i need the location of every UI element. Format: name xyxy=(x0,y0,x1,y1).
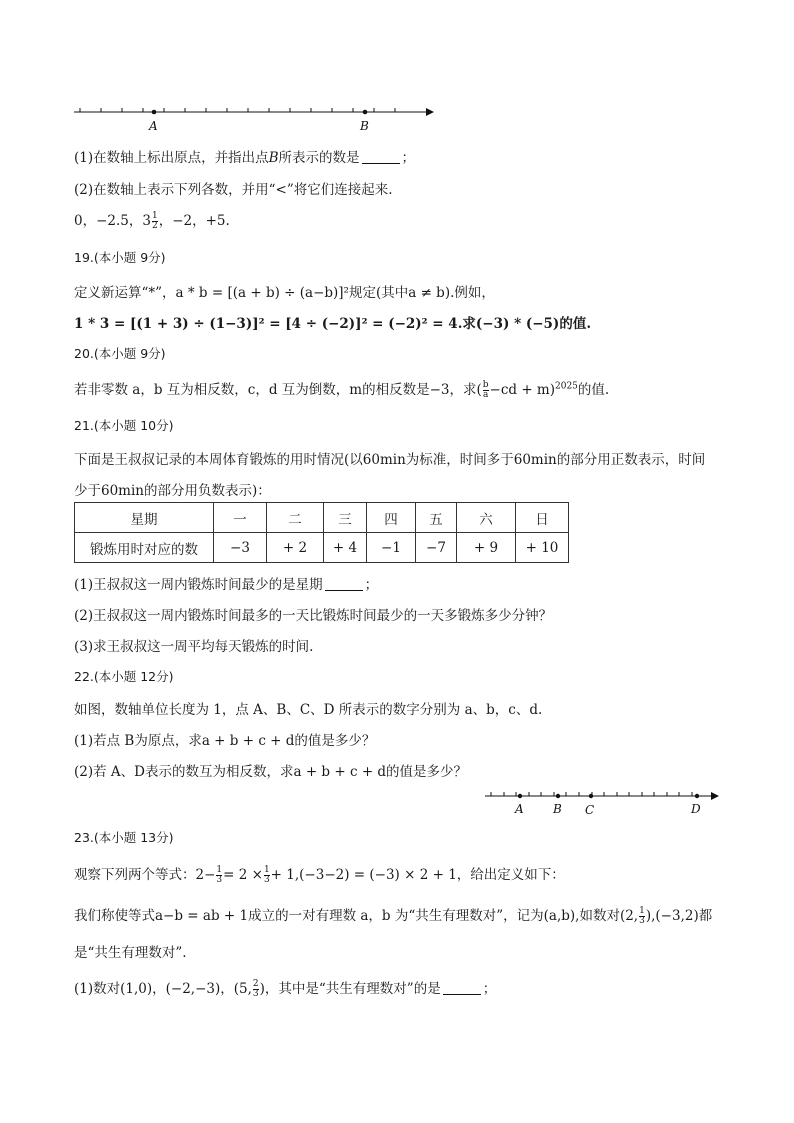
table-cell: 四 xyxy=(367,503,416,533)
q22-line1: 如图，数轴单位长度为 1，点 A、B、C、D 所表示的数字分别为 a、b，c、d. xyxy=(74,702,543,718)
q22-part2: (2)若 A、D表示的数互为相反数，求a + b + c + d的值是多少？ xyxy=(74,764,468,780)
point-d-label: D xyxy=(691,802,701,816)
number-line-1 xyxy=(70,100,440,136)
table-header-row xyxy=(75,503,569,533)
q23-line3: 是“共生有理数对”. xyxy=(74,945,187,961)
table-cell: 二 xyxy=(267,503,324,533)
answer-blank xyxy=(443,994,481,995)
table-cell: 日 xyxy=(516,503,569,533)
table-cell: + 10 xyxy=(516,533,569,563)
table-cell: −1 xyxy=(367,533,416,563)
answer-blank xyxy=(325,590,363,591)
q21-part1: (1)王叔叔这一周内锻炼时间最少的是星期 ； xyxy=(74,577,379,593)
point-a-label: A xyxy=(149,119,158,133)
q23-heading: 23.(本小题 13分) xyxy=(74,830,174,845)
q21-line1: 下面是王叔叔记录的本周体育锻炼的用时情况(以60min为标准，时间多于60min的部分用正数表示，时间 xyxy=(74,452,706,468)
answer-blank xyxy=(362,163,400,164)
q19-line2: 1 * 3 = [(1 + 3) ÷ (1−3)]² = [4 ÷ (−2)]² = (−2)² = 4.求(−3) * (−5)的值. xyxy=(74,316,592,332)
table-cell: −3 xyxy=(214,533,267,563)
q20-line: 若非零数 a，b 互为相反数，c，d 互为倒数，m的相反数是−3，求( $\frac{b}{a}$ −cd + m)$^{2025}$的值. xyxy=(74,380,610,400)
q23-line2: 我们称使等式a−b = ab + 1成立的一对有理数 a，b 为“共生有理数对”，记为(a,b),如数对(2, $\frac{1}{3}$ ),(−3,2)都 xyxy=(74,906,713,926)
q19-line1: 定义新运算“*”，a * b = [(a + b) ÷ (a−b)]²规定(其中a ≠ b).例如， xyxy=(74,285,495,301)
q21-heading: 21.(本小题 10分) xyxy=(74,418,174,433)
point-b-label: B xyxy=(360,119,369,133)
q18-part2: (2)在数轴上表示下列各数，并用“<”将它们连接起来. xyxy=(74,182,393,198)
q19-heading: 19.(本小题 9分) xyxy=(74,250,166,265)
table-cell: + 2 xyxy=(267,533,324,563)
point-a-label: A xyxy=(515,802,524,816)
point-c-dot xyxy=(589,794,593,798)
table-cell: 锻炼用时对应的数 xyxy=(75,533,214,563)
q21-line2: 少于60min的部分用负数表示)： xyxy=(74,483,271,499)
point-b-label: B xyxy=(553,802,562,816)
q22-part1: (1)若点 B为原点，求a + b + c + d的值是多少？ xyxy=(74,733,376,749)
table-cell: −7 xyxy=(416,533,457,563)
q18-numbers: 0，−2.5，3 $\frac{1}{2}$ ，−2，+5. xyxy=(74,211,230,231)
point-a-dot xyxy=(152,110,157,115)
point-b-dot xyxy=(363,110,368,115)
table-cell: 五 xyxy=(416,503,457,533)
table-cell: 三 xyxy=(324,503,367,533)
point-d-dot xyxy=(695,794,699,798)
table-cell: 星期 xyxy=(75,503,214,533)
point-c-label: C xyxy=(585,803,595,817)
q21-part3: (3)求王叔叔这一周平均每天锻炼的时间. xyxy=(74,639,314,655)
table-cell: 一 xyxy=(214,503,267,533)
point-b-dot xyxy=(556,794,560,798)
q21-part2: (2)王叔叔这一周内锻炼时间最多的一天比锻炼时间最少的一天多锻炼多少分钟？ xyxy=(74,608,553,624)
table-cell: + 4 xyxy=(324,533,367,563)
table-cell: 六 xyxy=(457,503,516,533)
q20-heading: 20.(本小题 9分) xyxy=(74,346,166,361)
q23-part1: (1)数对(1,0)，(−2,−3)，(5, $\frac{2}{3}$ )，其中是“共生有理数对”的是 ； xyxy=(74,979,497,999)
table-cell: + 9 xyxy=(457,533,516,563)
point-a-dot xyxy=(518,794,522,798)
table-row xyxy=(75,533,569,563)
q18-part1: (1)在数轴上标出原点，并指出点B所表示的数是 ； xyxy=(74,150,416,166)
exercise-table xyxy=(74,502,569,563)
q22-heading: 22.(本小题 12分) xyxy=(74,669,174,684)
number-line-2 xyxy=(483,786,723,820)
q23-line1: 观察下列两个等式：2− $\frac{1}{3}$ = 2 × $\frac{1}{3}$ + 1,(−3−2) = (−3) × 2 + 1，给出定义如下： xyxy=(74,865,565,885)
